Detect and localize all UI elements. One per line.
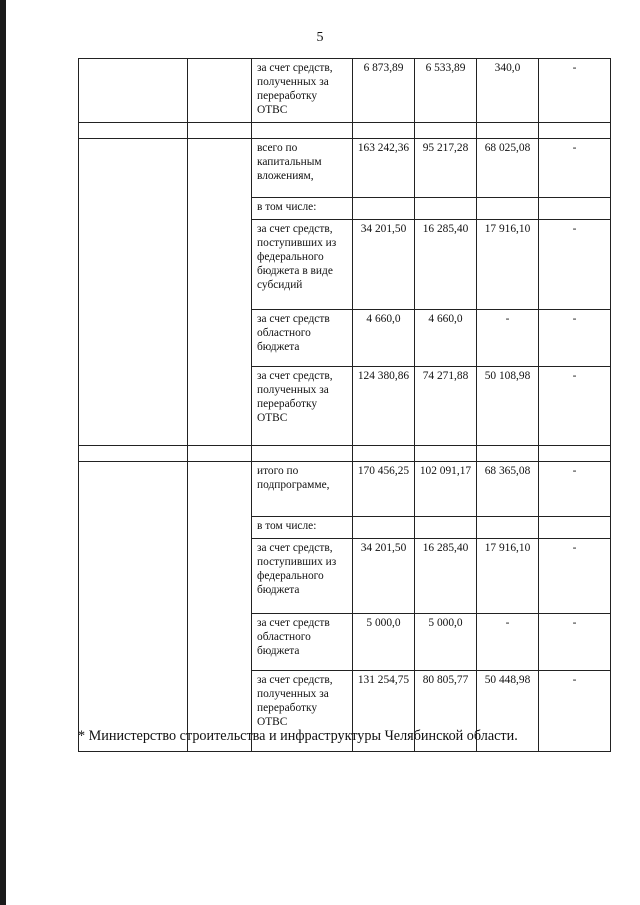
funding-source-cell (252, 614, 353, 671)
year-3-cell (539, 517, 611, 539)
year-3-cell: - (539, 59, 611, 123)
code-cell (188, 139, 252, 446)
page-number: 5 (316, 30, 324, 45)
funding-source-line: поступивших из (257, 237, 337, 249)
group-spacer-row (79, 446, 611, 462)
funding-source-cell (252, 139, 353, 198)
year-2-cell: - (477, 310, 539, 367)
total-cell: 4 660,0 (353, 310, 415, 367)
funding-source-line: бюджета в виде (257, 265, 333, 277)
funding-source-line: поступивших из (257, 556, 337, 568)
year-2-cell: 340,0 (477, 59, 539, 123)
funding-source-line: за счет средств, (257, 223, 333, 235)
year-2-cell: 68 365,08 (477, 462, 539, 517)
spacer-cell (477, 123, 539, 139)
funding-source-line: итого по (257, 465, 299, 477)
total-cell: 170 456,25 (353, 462, 415, 517)
year-1-cell: 102 091,17 (415, 462, 477, 517)
year-1-cell: 16 285,40 (415, 220, 477, 310)
funding-source-cell (252, 517, 353, 539)
funding-source-line: всего по (257, 142, 298, 154)
funding-source-line: полученных за (257, 76, 329, 88)
year-2-cell (477, 198, 539, 220)
spacer-cell (353, 446, 415, 462)
year-2-cell: - (477, 614, 539, 671)
funding-source-line: ОТВС (257, 104, 288, 116)
funding-source-line: ОТВС (257, 412, 288, 424)
year-3-cell (539, 198, 611, 220)
year-3-cell: - (539, 220, 611, 310)
year-1-cell (415, 198, 477, 220)
funding-source-line: за счет средств, (257, 370, 333, 382)
funding-source-line: субсидий (257, 279, 303, 291)
funding-source-line: за счет средств (257, 313, 330, 325)
org-cell (79, 139, 188, 446)
funding-source-line: переработку (257, 90, 318, 102)
year-2-cell (477, 517, 539, 539)
year-1-cell: 95 217,28 (415, 139, 477, 198)
year-1-cell: 80 805,77 (415, 671, 477, 752)
total-cell: 34 201,50 (353, 220, 415, 310)
funding-source-line: в том числе: (257, 201, 317, 213)
org-cell (79, 462, 188, 752)
footnote: * Министерство строительства и инфраструктуры Челябинской области. (78, 728, 518, 744)
funding-source-line: за счет средств, (257, 62, 333, 74)
total-cell: 34 201,50 (353, 539, 415, 614)
year-3-cell: - (539, 310, 611, 367)
funding-source-cell (252, 198, 353, 220)
total-cell: 163 242,36 (353, 139, 415, 198)
year-1-cell: 74 271,88 (415, 367, 477, 446)
spacer-cell (477, 446, 539, 462)
table-row (79, 59, 611, 123)
year-3-cell: - (539, 139, 611, 198)
funding-source-cell (252, 59, 353, 123)
page-edge (0, 0, 6, 905)
funding-source-cell (252, 310, 353, 367)
spacer-cell (415, 123, 477, 139)
funding-source-line: вложениям, (257, 170, 314, 182)
funding-source-line: полученных за (257, 688, 329, 700)
spacer-cell (539, 123, 611, 139)
year-2-cell: 17 916,10 (477, 220, 539, 310)
spacer-cell (252, 446, 353, 462)
funding-source-line: переработку (257, 702, 318, 714)
total-cell: 6 873,89 (353, 59, 415, 123)
spacer-cell (188, 123, 252, 139)
year-2-cell: 17 916,10 (477, 539, 539, 614)
funding-source-line: переработку (257, 398, 318, 410)
funding-source-line: полученных за (257, 384, 329, 396)
funding-source-cell (252, 220, 353, 310)
year-1-cell: 16 285,40 (415, 539, 477, 614)
total-cell: 131 254,75 (353, 671, 415, 752)
funding-source-line: бюджета (257, 645, 300, 657)
funding-source-line: подпрограмме, (257, 479, 330, 491)
year-2-cell: 50 108,98 (477, 367, 539, 446)
funding-source-line: капитальным (257, 156, 322, 168)
budget-table (78, 58, 611, 752)
funding-source-cell (252, 367, 353, 446)
year-3-cell: - (539, 367, 611, 446)
spacer-cell (252, 123, 353, 139)
year-1-cell: 4 660,0 (415, 310, 477, 367)
year-3-cell: - (539, 614, 611, 671)
org-cell (79, 59, 188, 123)
funding-source-line: бюджета (257, 341, 300, 353)
total-cell: 124 380,86 (353, 367, 415, 446)
funding-source-line: за счет средств, (257, 542, 333, 554)
spacer-cell (79, 123, 188, 139)
table-row (79, 139, 611, 198)
spacer-cell (188, 446, 252, 462)
year-3-cell: - (539, 462, 611, 517)
year-3-cell: - (539, 539, 611, 614)
total-cell (353, 198, 415, 220)
spacer-cell (353, 123, 415, 139)
group-spacer-row (79, 123, 611, 139)
funding-source-line: в том числе: (257, 520, 317, 532)
total-cell: 5 000,0 (353, 614, 415, 671)
year-3-cell: - (539, 671, 611, 752)
spacer-cell (79, 446, 188, 462)
year-2-cell: 50 448,98 (477, 671, 539, 752)
funding-source-cell (252, 539, 353, 614)
year-1-cell: 6 533,89 (415, 59, 477, 123)
year-2-cell: 68 025,08 (477, 139, 539, 198)
funding-source-line: ОТВС (257, 716, 288, 728)
code-cell (188, 59, 252, 123)
total-cell (353, 517, 415, 539)
spacer-cell (539, 446, 611, 462)
funding-source-line: федерального (257, 251, 324, 263)
funding-source-line: областного (257, 631, 311, 643)
code-cell (188, 462, 252, 752)
year-1-cell (415, 517, 477, 539)
funding-source-line: областного (257, 327, 311, 339)
table-body (79, 59, 611, 752)
spacer-cell (415, 446, 477, 462)
funding-source-cell (252, 462, 353, 517)
table-row (79, 462, 611, 517)
funding-source-line: за счет средств, (257, 674, 333, 686)
funding-source-line: федерального (257, 570, 324, 582)
funding-source-line: бюджета (257, 584, 300, 596)
year-1-cell: 5 000,0 (415, 614, 477, 671)
funding-source-line: за счет средств (257, 617, 330, 629)
